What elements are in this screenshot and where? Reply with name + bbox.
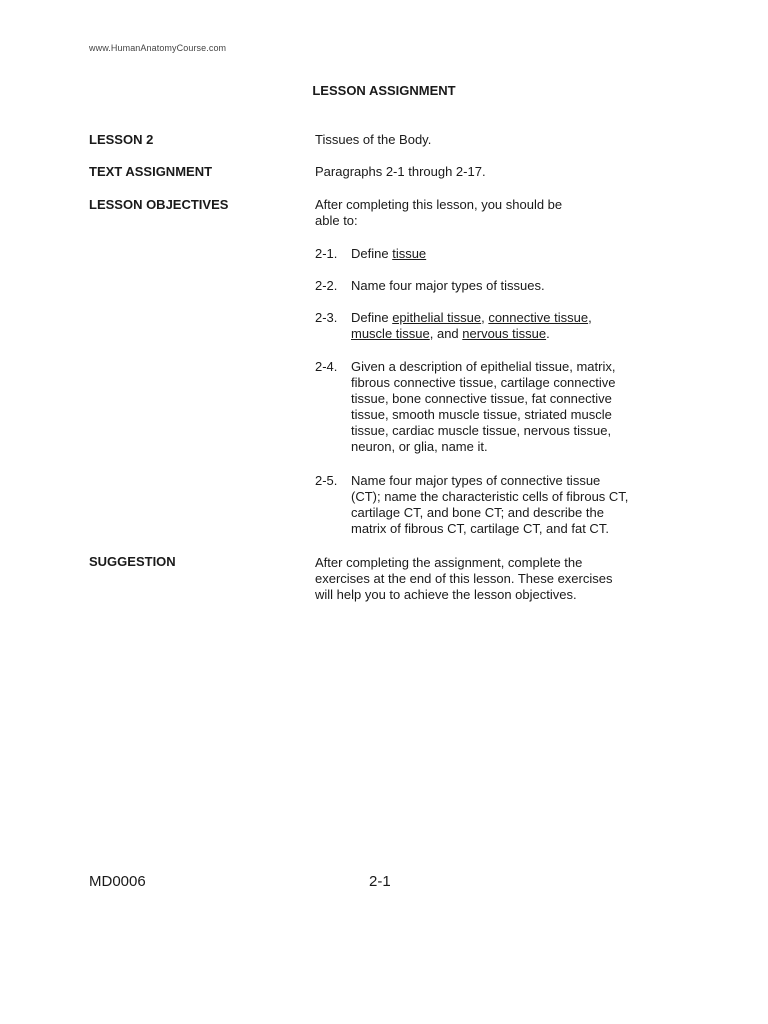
suggestion-line: After completing the assignment, complete the (315, 555, 583, 570)
objective-line (351, 310, 681, 326)
objective-text: Define (351, 246, 393, 261)
separator: , (481, 310, 489, 325)
suggestion-label: SUGGESTION (89, 554, 176, 569)
site-url: www.HumanAnatomyCourse.com (89, 43, 227, 53)
objective-number: 2-1. (315, 246, 338, 261)
objective-line: neuron, or glia, name it. (351, 439, 488, 454)
objective-2-1 (351, 246, 681, 262)
term-muscle-tissue: muscle tissue (351, 326, 430, 341)
objective-line: tissue, smooth muscle tissue, striated muscle (351, 407, 612, 422)
term-connective-tissue: connective tissue (488, 310, 589, 325)
footer-page-number: 2-1 (369, 873, 391, 890)
suggestion-text (315, 555, 675, 603)
objectives-intro-line-2: able to: (315, 213, 358, 228)
objective-2-5 (351, 473, 681, 537)
text-assignment-label: TEXT ASSIGNMENT (89, 164, 213, 179)
objective-number: 2-5. (315, 473, 338, 488)
objective-line: Name four major types of connective tissue (351, 473, 601, 488)
objective-line: tissue, bone connective tissue, fat connective (351, 391, 612, 406)
objective-line: Given a description of epithelial tissue, matrix, (351, 359, 616, 374)
objective-2-3 (351, 310, 681, 342)
objective-line (351, 326, 681, 342)
objective-line: fibrous connective tissue, cartilage connective (351, 375, 616, 390)
term-epithelial-tissue: epithelial tissue (392, 310, 482, 325)
objective-text: Define (351, 310, 393, 325)
objective-2-4 (351, 359, 681, 455)
objective-number: 2-4. (315, 359, 338, 374)
objective-line: matrix of fibrous CT, cartilage CT, and fat CT. (351, 521, 609, 536)
objectives-intro-line-1: After completing this lesson, you should be (315, 197, 563, 212)
suggestion-line: will help you to achieve the lesson objectives. (315, 587, 577, 602)
objective-number: 2-2. (315, 278, 338, 293)
page-title: LESSON ASSIGNMENT (312, 83, 456, 98)
separator: . (546, 326, 550, 341)
lesson-objectives-label: LESSON OBJECTIVES (89, 197, 229, 212)
objective-number: 2-3. (315, 310, 338, 325)
text-assignment-value: Paragraphs 2-1 through 2-17. (315, 164, 486, 179)
objective-line: cartilage CT, and bone CT; and describe the (351, 505, 604, 520)
suggestion-line: exercises at the end of this lesson. These exercises (315, 571, 613, 586)
term-tissue: tissue (392, 246, 427, 261)
objective-2-2: Name four major types of tissues. (351, 278, 545, 293)
objective-line: tissue, cardiac muscle tissue, nervous tissue, (351, 423, 612, 438)
lesson-label: LESSON 2 (89, 132, 154, 147)
term-nervous-tissue: nervous tissue (462, 326, 547, 341)
lesson-value: Tissues of the Body. (315, 132, 432, 147)
footer-doc-id: MD0006 (89, 873, 146, 890)
objectives-intro (315, 197, 562, 229)
separator: , and (429, 326, 463, 341)
objective-line: (CT); name the characteristic cells of fibrous CT, (351, 489, 629, 504)
separator: , (588, 310, 592, 325)
